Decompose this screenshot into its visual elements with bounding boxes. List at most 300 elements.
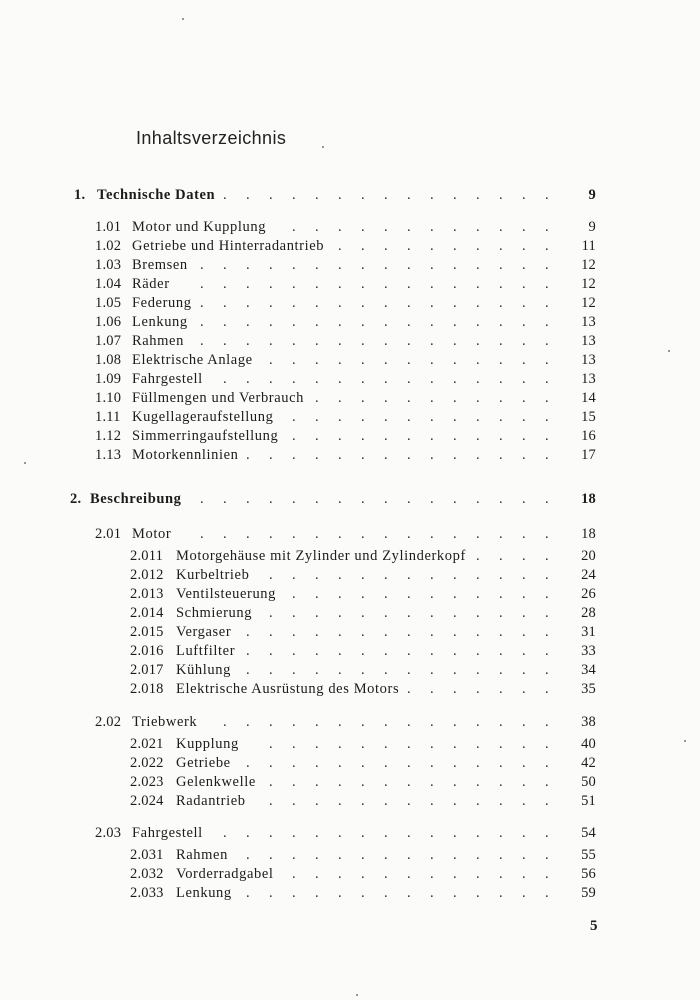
toc-entry-number: 2. bbox=[70, 491, 82, 507]
leader-dot: . bbox=[430, 605, 434, 621]
leader-dot: . bbox=[292, 793, 296, 809]
leader-dot: . bbox=[338, 333, 342, 349]
leader-dot: . bbox=[476, 643, 480, 659]
leader-dot: . bbox=[453, 605, 457, 621]
leader-dot: . bbox=[407, 793, 411, 809]
leader-dot: . bbox=[223, 491, 227, 507]
toc-entry-page: 16 bbox=[581, 428, 596, 444]
leader-dot: . bbox=[545, 793, 549, 809]
leader-dot: . bbox=[522, 548, 526, 564]
toc-entry-page: 24 bbox=[581, 567, 596, 583]
leader-dot: . bbox=[223, 295, 227, 311]
leader-dot: . bbox=[223, 526, 227, 542]
toc-entry bbox=[0, 604, 700, 623]
leader-dot: . bbox=[499, 774, 503, 790]
scan-speck bbox=[668, 350, 670, 352]
leader-dot: . bbox=[246, 624, 250, 640]
leader-dot: . bbox=[476, 662, 480, 678]
leader-dot: . bbox=[545, 447, 549, 463]
leader-dot: . bbox=[384, 428, 388, 444]
leader-dot: . bbox=[453, 526, 457, 542]
leader-dot: . bbox=[384, 885, 388, 901]
leader-dot: . bbox=[361, 526, 365, 542]
toc-entry-number: 1.03 bbox=[95, 257, 122, 273]
leader-dot: . bbox=[361, 276, 365, 292]
toc-entry-page: 13 bbox=[581, 371, 596, 387]
leader-dot: . bbox=[361, 825, 365, 841]
leader-dot: . bbox=[315, 352, 319, 368]
leader-dot: . bbox=[269, 793, 273, 809]
leader-dot: . bbox=[476, 333, 480, 349]
toc-entry bbox=[0, 884, 700, 903]
leader-dot: . bbox=[545, 567, 549, 583]
leader-dot: . bbox=[522, 352, 526, 368]
leader-dot: . bbox=[407, 885, 411, 901]
leader-dot: . bbox=[338, 793, 342, 809]
leader-dot: . bbox=[338, 428, 342, 444]
toc-entry bbox=[0, 865, 700, 884]
leader-dot: . bbox=[338, 586, 342, 602]
toc-entry-number: 1.12 bbox=[95, 428, 122, 444]
leader-dot: . bbox=[476, 257, 480, 273]
leader-dot: . bbox=[499, 187, 503, 203]
leader-dot: . bbox=[384, 586, 388, 602]
toc-entry-title: Getriebe bbox=[176, 755, 231, 771]
leader-dot: . bbox=[453, 187, 457, 203]
leader-dot: . bbox=[338, 736, 342, 752]
toc-entry-number: 1.06 bbox=[95, 314, 122, 330]
leader-dot: . bbox=[407, 491, 411, 507]
leader-dot: . bbox=[430, 352, 434, 368]
leader-dot: . bbox=[453, 295, 457, 311]
toc-entry-title: Bremsen bbox=[132, 257, 188, 273]
leader-dot: . bbox=[338, 526, 342, 542]
toc-entry-title: Getriebe und Hinterradantrieb bbox=[132, 238, 325, 254]
leader-dot: . bbox=[269, 736, 273, 752]
scan-speck bbox=[684, 740, 686, 742]
leader-dot: . bbox=[269, 624, 273, 640]
leader-dot: . bbox=[453, 662, 457, 678]
toc-entry-number: 2.021 bbox=[130, 736, 164, 752]
leader-dot: . bbox=[453, 714, 457, 730]
leader-dot: . bbox=[407, 605, 411, 621]
leader-dot: . bbox=[269, 491, 273, 507]
scan-speck bbox=[24, 462, 26, 464]
leader-dot: . bbox=[407, 295, 411, 311]
leader-dot: . bbox=[545, 714, 549, 730]
toc-entry-page: 59 bbox=[581, 885, 596, 901]
leader-dot: . bbox=[384, 390, 388, 406]
toc-entry-page: 26 bbox=[581, 586, 596, 602]
leader-dot: . bbox=[545, 755, 549, 771]
leader-dot: . bbox=[545, 314, 549, 330]
leader-dot: . bbox=[545, 736, 549, 752]
leader-dot: . bbox=[223, 371, 227, 387]
leader-dot: . bbox=[315, 866, 319, 882]
leader-dot: . bbox=[430, 714, 434, 730]
leader-dot: . bbox=[453, 257, 457, 273]
leader-dot: . bbox=[384, 662, 388, 678]
leader-dot: . bbox=[430, 526, 434, 542]
leader-dot: . bbox=[453, 409, 457, 425]
toc-entry-title: Kühlung bbox=[176, 662, 231, 678]
leader-dot: . bbox=[499, 219, 503, 235]
toc-entry-number: 2.017 bbox=[130, 662, 164, 678]
leader-dot: . bbox=[476, 567, 480, 583]
leader-dot: . bbox=[430, 774, 434, 790]
leader-dot: . bbox=[522, 219, 526, 235]
leader-dot: . bbox=[453, 491, 457, 507]
leader-dot: . bbox=[338, 314, 342, 330]
leader-dot: . bbox=[384, 793, 388, 809]
leader-dot: . bbox=[246, 371, 250, 387]
toc-entry bbox=[0, 846, 700, 865]
leader-dot: . bbox=[453, 333, 457, 349]
leader-dot: . bbox=[476, 526, 480, 542]
leader-dot: . bbox=[292, 755, 296, 771]
leader-dot: . bbox=[361, 491, 365, 507]
leader-dot: . bbox=[292, 605, 296, 621]
leader-dot: . bbox=[200, 295, 204, 311]
leader-dot: . bbox=[430, 371, 434, 387]
leader-dot: . bbox=[315, 276, 319, 292]
scan-speck bbox=[356, 994, 358, 996]
leader-dot: . bbox=[246, 276, 250, 292]
leader-dot: . bbox=[476, 736, 480, 752]
leader-dot: . bbox=[246, 333, 250, 349]
leader-dot: . bbox=[338, 643, 342, 659]
leader-dot: . bbox=[407, 847, 411, 863]
leader-dot: . bbox=[246, 714, 250, 730]
leader-dot: . bbox=[545, 643, 549, 659]
leader-dot: . bbox=[476, 447, 480, 463]
leader-dot: . bbox=[361, 793, 365, 809]
leader-dot: . bbox=[361, 295, 365, 311]
toc-entry-page: 34 bbox=[581, 662, 596, 678]
leader-dot: . bbox=[522, 793, 526, 809]
toc-entry-page: 15 bbox=[581, 409, 596, 425]
leader-dot: . bbox=[292, 643, 296, 659]
leader-dot: . bbox=[476, 548, 480, 564]
leader-dot: . bbox=[476, 624, 480, 640]
leader-dot: . bbox=[499, 885, 503, 901]
toc-entry-number: 1.05 bbox=[95, 295, 122, 311]
toc-entry-number: 2.032 bbox=[130, 866, 164, 882]
leader-dot: . bbox=[315, 257, 319, 273]
leader-dot: . bbox=[292, 847, 296, 863]
toc-entry-page: 12 bbox=[581, 276, 596, 292]
leader-dot: . bbox=[269, 643, 273, 659]
toc-entry-number: 2.01 bbox=[95, 526, 122, 542]
leader-dot: . bbox=[545, 238, 549, 254]
toc-entry-title: Lenkung bbox=[132, 314, 188, 330]
leader-dot: . bbox=[223, 187, 227, 203]
leader-dot: . bbox=[269, 257, 273, 273]
leader-dot: . bbox=[476, 605, 480, 621]
leader-dot: . bbox=[269, 447, 273, 463]
leader-dot: . bbox=[522, 257, 526, 273]
leader-dot: . bbox=[384, 774, 388, 790]
leader-dot: . bbox=[476, 866, 480, 882]
leader-dot: . bbox=[315, 219, 319, 235]
leader-dot: . bbox=[407, 447, 411, 463]
leader-dot: . bbox=[223, 257, 227, 273]
leader-dot: . bbox=[246, 643, 250, 659]
leader-dot: . bbox=[522, 238, 526, 254]
toc-entry bbox=[0, 237, 700, 256]
leader-dot: . bbox=[315, 624, 319, 640]
leader-dot: . bbox=[430, 219, 434, 235]
leader-dot: . bbox=[246, 314, 250, 330]
leader-dot: . bbox=[545, 390, 549, 406]
toc-entry bbox=[0, 642, 700, 661]
leader-dot: . bbox=[499, 428, 503, 444]
toc-entry-title: Rahmen bbox=[132, 333, 184, 349]
toc-entry-number: 2.02 bbox=[95, 714, 122, 730]
leader-dot: . bbox=[269, 755, 273, 771]
toc-entry-page: 13 bbox=[581, 314, 596, 330]
leader-dot: . bbox=[407, 428, 411, 444]
leader-dot: . bbox=[361, 187, 365, 203]
toc-entry-number: 1.09 bbox=[95, 371, 122, 387]
leader-dot: . bbox=[269, 187, 273, 203]
leader-dot: . bbox=[223, 825, 227, 841]
toc-entry-page: 33 bbox=[581, 643, 596, 659]
toc-entry-page: 55 bbox=[581, 847, 596, 863]
toc-entry-page: 13 bbox=[581, 352, 596, 368]
toc-entry-title: Kurbeltrieb bbox=[176, 567, 250, 583]
toc-entry-number: 2.015 bbox=[130, 624, 164, 640]
leader-dot: . bbox=[361, 447, 365, 463]
toc-entry-title: Räder bbox=[132, 276, 170, 292]
leader-dot: . bbox=[269, 567, 273, 583]
toc-entry-title: Luftfilter bbox=[176, 643, 236, 659]
leader-dot: . bbox=[453, 447, 457, 463]
toc-entry bbox=[0, 218, 700, 237]
leader-dot: . bbox=[292, 428, 296, 444]
leader-dot: . bbox=[292, 526, 296, 542]
leader-dot: . bbox=[545, 428, 549, 444]
toc-entry bbox=[0, 661, 700, 680]
leader-dot: . bbox=[338, 885, 342, 901]
leader-dot: . bbox=[407, 238, 411, 254]
leader-dot: . bbox=[522, 447, 526, 463]
leader-dot: . bbox=[545, 409, 549, 425]
leader-dot: . bbox=[292, 447, 296, 463]
leader-dot: . bbox=[522, 333, 526, 349]
leader-dot: . bbox=[453, 390, 457, 406]
leader-dot: . bbox=[407, 314, 411, 330]
leader-dot: . bbox=[499, 276, 503, 292]
leader-dot: . bbox=[522, 295, 526, 311]
leader-dot: . bbox=[384, 352, 388, 368]
leader-dot: . bbox=[384, 526, 388, 542]
leader-dot: . bbox=[453, 276, 457, 292]
leader-dot: . bbox=[315, 371, 319, 387]
leader-dot: . bbox=[269, 847, 273, 863]
leader-dot: . bbox=[269, 314, 273, 330]
toc-entry-title: Ventilsteuerung bbox=[176, 586, 277, 602]
leader-dot: . bbox=[361, 333, 365, 349]
toc-entry-title: Motor und Kupplung bbox=[132, 219, 267, 235]
leader-dot: . bbox=[200, 276, 204, 292]
leader-dot: . bbox=[407, 866, 411, 882]
page-number: 5 bbox=[590, 918, 598, 934]
leader-dot: . bbox=[430, 681, 434, 697]
leader-dot: . bbox=[384, 314, 388, 330]
leader-dot: . bbox=[476, 755, 480, 771]
leader-dot: . bbox=[384, 409, 388, 425]
leader-dot: . bbox=[430, 314, 434, 330]
leader-dot: . bbox=[361, 624, 365, 640]
leader-dot: . bbox=[407, 624, 411, 640]
leader-dot: . bbox=[338, 774, 342, 790]
leader-dot: . bbox=[476, 238, 480, 254]
leader-dot: . bbox=[315, 187, 319, 203]
leader-dot: . bbox=[522, 643, 526, 659]
toc-entry-number: 2.024 bbox=[130, 793, 164, 809]
leader-dot: . bbox=[292, 714, 296, 730]
leader-dot: . bbox=[499, 409, 503, 425]
leader-dot: . bbox=[453, 681, 457, 697]
leader-dot: . bbox=[269, 295, 273, 311]
toc-entry bbox=[0, 623, 700, 642]
leader-dot: . bbox=[407, 276, 411, 292]
leader-dot: . bbox=[522, 371, 526, 387]
toc-entry-page: 14 bbox=[581, 390, 596, 406]
leader-dot: . bbox=[499, 866, 503, 882]
leader-dot: . bbox=[315, 605, 319, 621]
leader-dot: . bbox=[269, 276, 273, 292]
leader-dot: . bbox=[545, 885, 549, 901]
leader-dot: . bbox=[315, 847, 319, 863]
scan-speck bbox=[182, 18, 184, 20]
leader-dot: . bbox=[269, 662, 273, 678]
toc-entry-number: 1.13 bbox=[95, 447, 122, 463]
toc-entry-number: 2.014 bbox=[130, 605, 164, 621]
leader-dot: . bbox=[545, 605, 549, 621]
leader-dot: . bbox=[407, 662, 411, 678]
leader-dot: . bbox=[476, 187, 480, 203]
leader-dot: . bbox=[476, 390, 480, 406]
leader-dot: . bbox=[522, 390, 526, 406]
leader-dot: . bbox=[499, 643, 503, 659]
leader-dot: . bbox=[545, 681, 549, 697]
leader-dot: . bbox=[338, 276, 342, 292]
leader-dot: . bbox=[453, 774, 457, 790]
leader-dot: . bbox=[522, 187, 526, 203]
leader-dot: . bbox=[430, 447, 434, 463]
toc-entry-title: Triebwerk bbox=[132, 714, 198, 730]
leader-dot: . bbox=[407, 187, 411, 203]
toc-entry-page: 11 bbox=[581, 238, 596, 254]
leader-dot: . bbox=[292, 371, 296, 387]
leader-dot: . bbox=[384, 643, 388, 659]
leader-dot: . bbox=[315, 885, 319, 901]
leader-dot: . bbox=[338, 567, 342, 583]
leader-dot: . bbox=[499, 333, 503, 349]
leader-dot: . bbox=[384, 276, 388, 292]
leader-dot: . bbox=[430, 409, 434, 425]
leader-dot: . bbox=[338, 866, 342, 882]
leader-dot: . bbox=[315, 295, 319, 311]
leader-dot: . bbox=[269, 774, 273, 790]
leader-dot: . bbox=[522, 624, 526, 640]
toc-entry bbox=[0, 680, 700, 699]
toc-entry-page: 42 bbox=[581, 755, 596, 771]
leader-dot: . bbox=[338, 238, 342, 254]
toc-entry bbox=[0, 525, 700, 544]
toc-entry-page: 20 bbox=[581, 548, 596, 564]
leader-dot: . bbox=[407, 219, 411, 235]
leader-dot: . bbox=[453, 314, 457, 330]
toc-entry-page: 18 bbox=[581, 526, 596, 542]
leader-dot: . bbox=[545, 333, 549, 349]
toc-entry-title: Fahrgestell bbox=[132, 371, 203, 387]
toc-entry-number: 1.11 bbox=[95, 409, 121, 425]
leader-dot: . bbox=[407, 825, 411, 841]
leader-dot: . bbox=[407, 333, 411, 349]
leader-dot: . bbox=[522, 662, 526, 678]
leader-dot: . bbox=[545, 276, 549, 292]
leader-dot: . bbox=[338, 714, 342, 730]
leader-dot: . bbox=[384, 866, 388, 882]
leader-dot: . bbox=[476, 825, 480, 841]
leader-dot: . bbox=[246, 447, 250, 463]
toc-entry-title: Elektrische Ausrüstung des Motors bbox=[176, 681, 400, 697]
leader-dot: . bbox=[430, 624, 434, 640]
toc-entry-number: 2.03 bbox=[95, 825, 122, 841]
toc-entry bbox=[0, 275, 700, 294]
leader-dot: . bbox=[476, 295, 480, 311]
toc-entry-title: Motorkennlinien bbox=[132, 447, 239, 463]
leader-dot: . bbox=[430, 428, 434, 444]
leader-dot: . bbox=[430, 755, 434, 771]
toc-entry bbox=[0, 735, 700, 754]
leader-dot: . bbox=[246, 257, 250, 273]
leader-dot: . bbox=[545, 586, 549, 602]
leader-dot: . bbox=[361, 714, 365, 730]
leader-dot: . bbox=[315, 567, 319, 583]
leader-dot: . bbox=[407, 643, 411, 659]
toc-entry-title: Beschreibung bbox=[90, 491, 182, 507]
toc-entry-title: Kupplung bbox=[176, 736, 239, 752]
leader-dot: . bbox=[545, 526, 549, 542]
leader-dot: . bbox=[499, 390, 503, 406]
leader-dot: . bbox=[453, 428, 457, 444]
toc-entry-title: Simmerringaufstellung bbox=[132, 428, 279, 444]
leader-dot: . bbox=[407, 755, 411, 771]
leader-dot: . bbox=[453, 643, 457, 659]
leader-dot: . bbox=[499, 825, 503, 841]
leader-dot: . bbox=[476, 352, 480, 368]
leader-dot: . bbox=[545, 371, 549, 387]
leader-dot: . bbox=[361, 390, 365, 406]
leader-dot: . bbox=[522, 714, 526, 730]
leader-dot: . bbox=[476, 371, 480, 387]
leader-dot: . bbox=[246, 825, 250, 841]
toc-entry-number: 2.031 bbox=[130, 847, 164, 863]
toc-entry-title: Radantrieb bbox=[176, 793, 246, 809]
leader-dot: . bbox=[384, 371, 388, 387]
leader-dot: . bbox=[246, 491, 250, 507]
leader-dot: . bbox=[269, 885, 273, 901]
leader-dot: . bbox=[246, 847, 250, 863]
toc-entry-number: 2.023 bbox=[130, 774, 164, 790]
leader-dot: . bbox=[315, 714, 319, 730]
toc-entry-title: Füllmengen und Verbrauch bbox=[132, 390, 304, 406]
toc-entry bbox=[0, 792, 700, 811]
